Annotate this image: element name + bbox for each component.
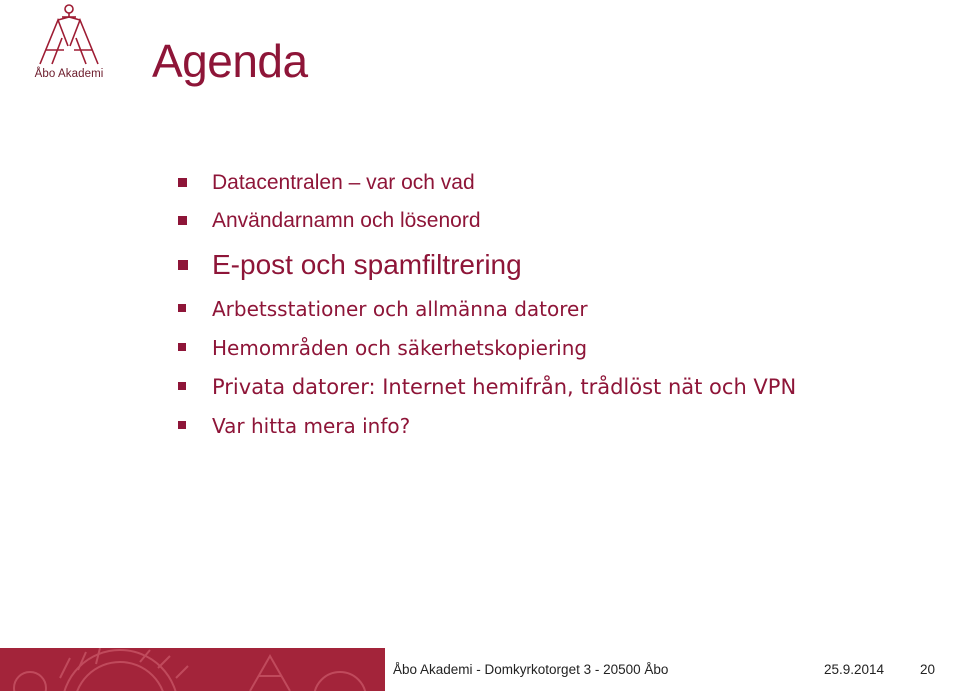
bullet-item: Privata datorer: Internet hemifrån, trådlöst nät och VPN (178, 368, 796, 407)
bullet-item: Arbetsstationer och allmänna datorer (178, 290, 796, 329)
page-number: 20 (920, 662, 936, 677)
logo (24, 2, 114, 86)
seal-pattern-icon (0, 648, 385, 691)
square-bullet-icon (178, 178, 187, 187)
square-bullet-icon (178, 216, 187, 225)
bullet-item: Hemområden och säkerhetskopiering (178, 329, 796, 368)
footer-date: 25.9.2014 (824, 662, 885, 677)
bullet-item: E-post och spamfiltrering (178, 240, 796, 290)
abo-akademi-logo-icon (32, 2, 106, 68)
logo-text: Åbo Akademi (34, 68, 104, 80)
bullet-item: Användarnamn och lösenord (178, 202, 796, 240)
square-bullet-icon (178, 421, 186, 429)
bullet-list (178, 164, 796, 446)
square-bullet-icon (178, 343, 186, 351)
footer-address: Åbo Akademi - Domkyrkotorget 3 - 20500 Åbo (393, 662, 669, 677)
square-bullet-icon (178, 304, 186, 312)
bullet-item: Datacentralen – var och vad (178, 164, 796, 202)
slide-title: Agenda (152, 35, 308, 87)
square-bullet-icon (178, 260, 188, 270)
bullet-item: Var hitta mera info? (178, 407, 796, 446)
square-bullet-icon (178, 382, 186, 390)
